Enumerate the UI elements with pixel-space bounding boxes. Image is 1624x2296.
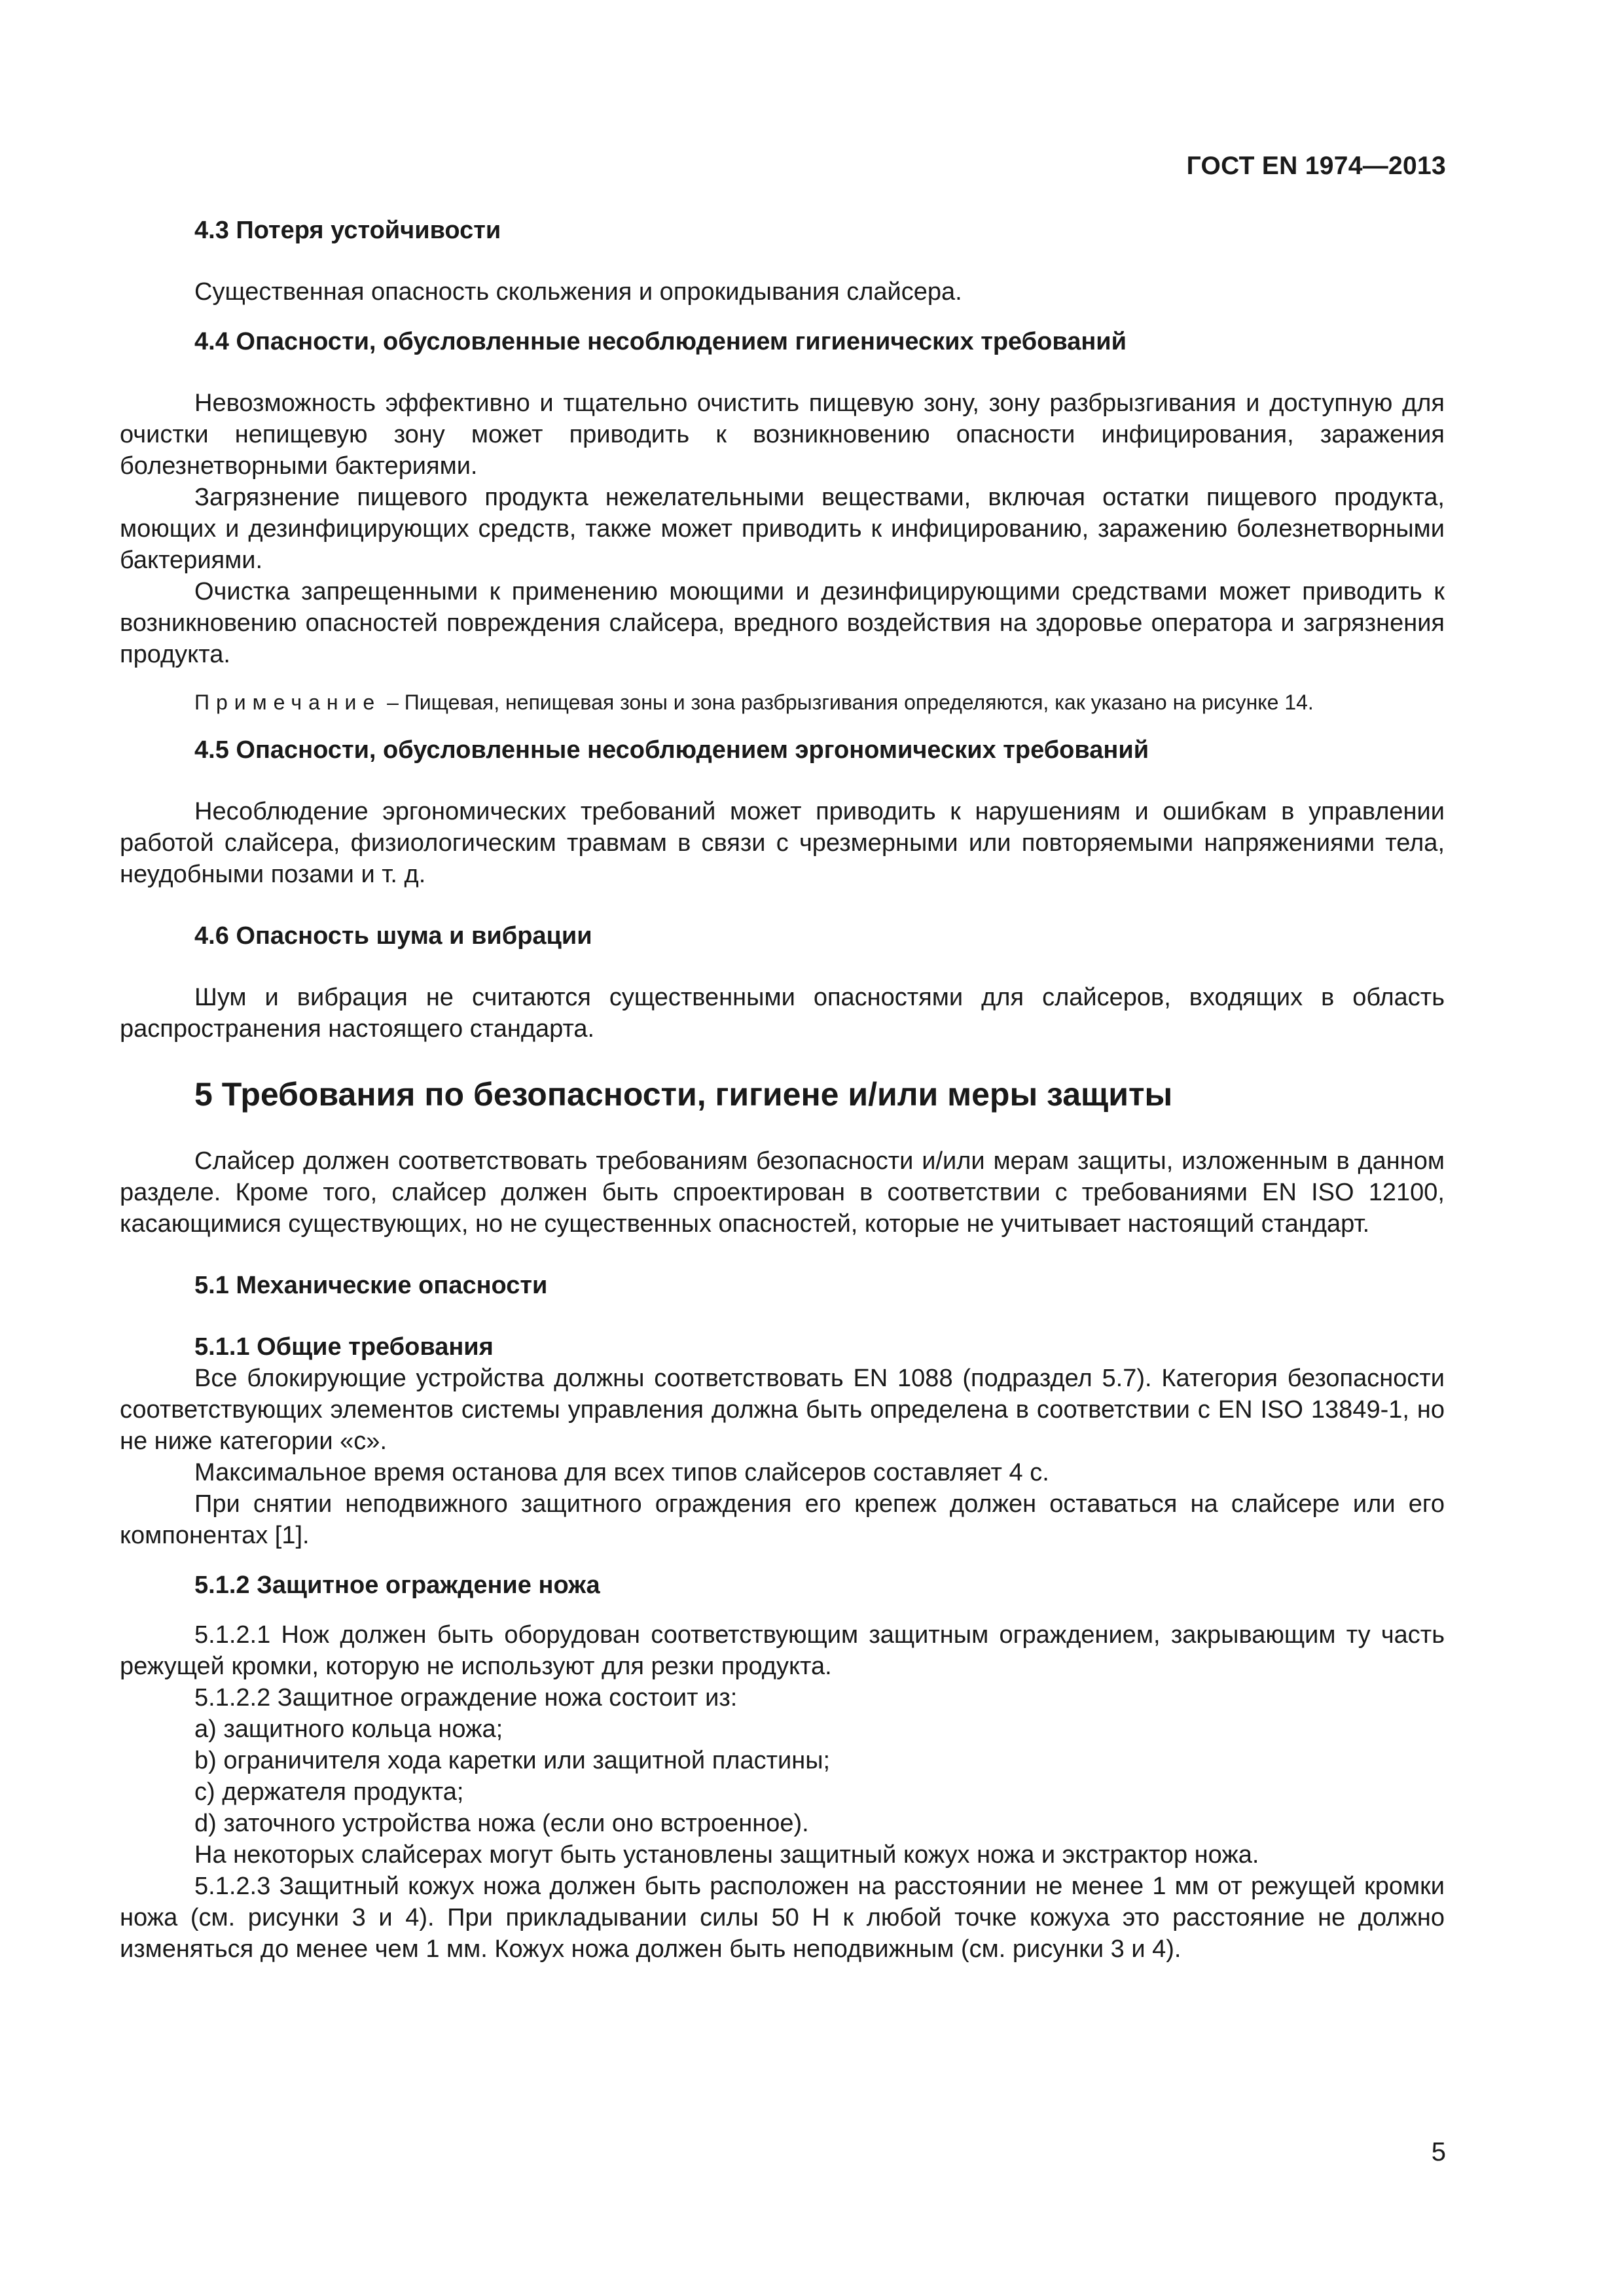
heading-4-6: 4.6 Опасность шума и вибрации	[194, 922, 592, 950]
note-label: Примечание	[194, 691, 382, 714]
heading-5-1-1: 5.1.1 Общие требования	[194, 1333, 494, 1361]
heading-4-4: 4.4 Опасности, обусловленные несоблюдением гигиенических требований	[194, 328, 1127, 355]
page-number: 5	[1431, 2138, 1446, 2166]
heading-4-3: 4.3 Потеря устойчивости	[194, 217, 501, 244]
list-item: c) держателя продукта;	[194, 1778, 464, 1806]
page-content	[120, 215, 1445, 1965]
paragraph: Слайсер должен соответствовать требованиям безопасности и/или мерам защиты, изложенным в данном разделе. Кроме того, слайсер должен быть спроектирован в соответствии с требованиями EN ISO 12100, касающимися существующих, но не существенных опасностей, которые не учитывает настоящий стандарт.	[120, 1147, 1445, 1238]
paragraph: Очистка запрещенными к применению моющими и дезинфицирующими средствами может приводить к возникновению опасностей повреждения слайсера, вредного воздействия на здоровье оператора и загрязнения продукта.	[120, 578, 1445, 668]
heading-5-1-2: 5.1.2 Защитное ограждение ножа	[194, 1571, 600, 1599]
document-code: ГОСТ EN 1974—2013	[1186, 152, 1446, 180]
heading-4-5: 4.5 Опасности, обусловленные несоблюдением эргономических требований	[194, 736, 1149, 764]
paragraph: Загрязнение пищевого продукта нежелательными веществами, включая остатки пищевого продукта, моющих и дезинфицирующих средств, также может приводить к инфицированию, заражению болезнетворными бактериями.	[120, 484, 1445, 574]
paragraph: Несоблюдение эргономических требований может приводить к нарушениям и ошибкам в управлении работой слайсера, физиологическим травмам в связи с чрезмерными или повторяемыми напряжениями тела, неудобными позами и т. д.	[120, 798, 1445, 888]
paragraph: Все блокирующие устройства должны соответствовать EN 1088 (подраздел 5.7). Категория безопасности соответствующих элементов системы управления должна быть определена в соответствии с EN ISO 13849-1, но не ниже категории «с».	[120, 1365, 1445, 1455]
paragraph: На некоторых слайсерах могут быть установлены защитный кожух ножа и экстрактор ножа.	[194, 1841, 1259, 1869]
paragraph: Невозможность эффективно и тщательно очистить пищевую зону, зону разбрызгивания и доступную для очистки непищевую зону может приводить к возникновению опасности инфицирования, заражения болезнетворными бактериями.	[120, 389, 1445, 480]
paragraph: Шум и вибрация не считаются существенными опасностями для слайсеров, входящих в область распространения настоящего стандарта.	[120, 984, 1445, 1043]
heading-5-1: 5.1 Механические опасности	[194, 1272, 548, 1299]
list-item: b) ограничителя хода каретки или защитной пластины;	[194, 1747, 831, 1774]
paragraph: Максимальное время останова для всех типов слайсеров составляет 4 с.	[194, 1459, 1049, 1486]
paragraph: При снятии неподвижного защитного ограждения его крепеж должен оставаться на слайсере или его компонентах [1].	[120, 1490, 1445, 1549]
list-item: a) защитного кольца ножа;	[194, 1715, 503, 1743]
note-text: – Пищевая, непищевая зоны и зона разбрызгивания определяются, как указано на рисунке 14.	[381, 691, 1314, 714]
list-item: d) заточного устройства ножа (если оно встроенное).	[194, 1810, 809, 1837]
note	[120, 689, 1445, 716]
paragraph: 5.1.2.3 Защитный кожух ножа должен быть расположен на расстоянии не менее 1 мм от режущей кромки ножа (см. рисунки 3 и 4). При прикладывании силы 50 Н к любой точке кожуха это расстояние не должно изменяться до менее чем 1 мм. Кожух ножа должен быть неподвижным (см. рисунки 3 и 4).	[120, 1873, 1445, 1963]
paragraph: 5.1.2.1 Нож должен быть оборудован соответствующим защитным ограждением, закрывающим ту часть режущей кромки, которую не используют для резки продукта.	[120, 1621, 1445, 1680]
paragraph: Существенная опасность скольжения и опрокидывания слайсера.	[194, 278, 962, 306]
paragraph: 5.1.2.2 Защитное ограждение ножа состоит из:	[194, 1684, 738, 1712]
heading-5: 5 Требования по безопасности, гигиене и/или меры защиты	[194, 1076, 1173, 1113]
